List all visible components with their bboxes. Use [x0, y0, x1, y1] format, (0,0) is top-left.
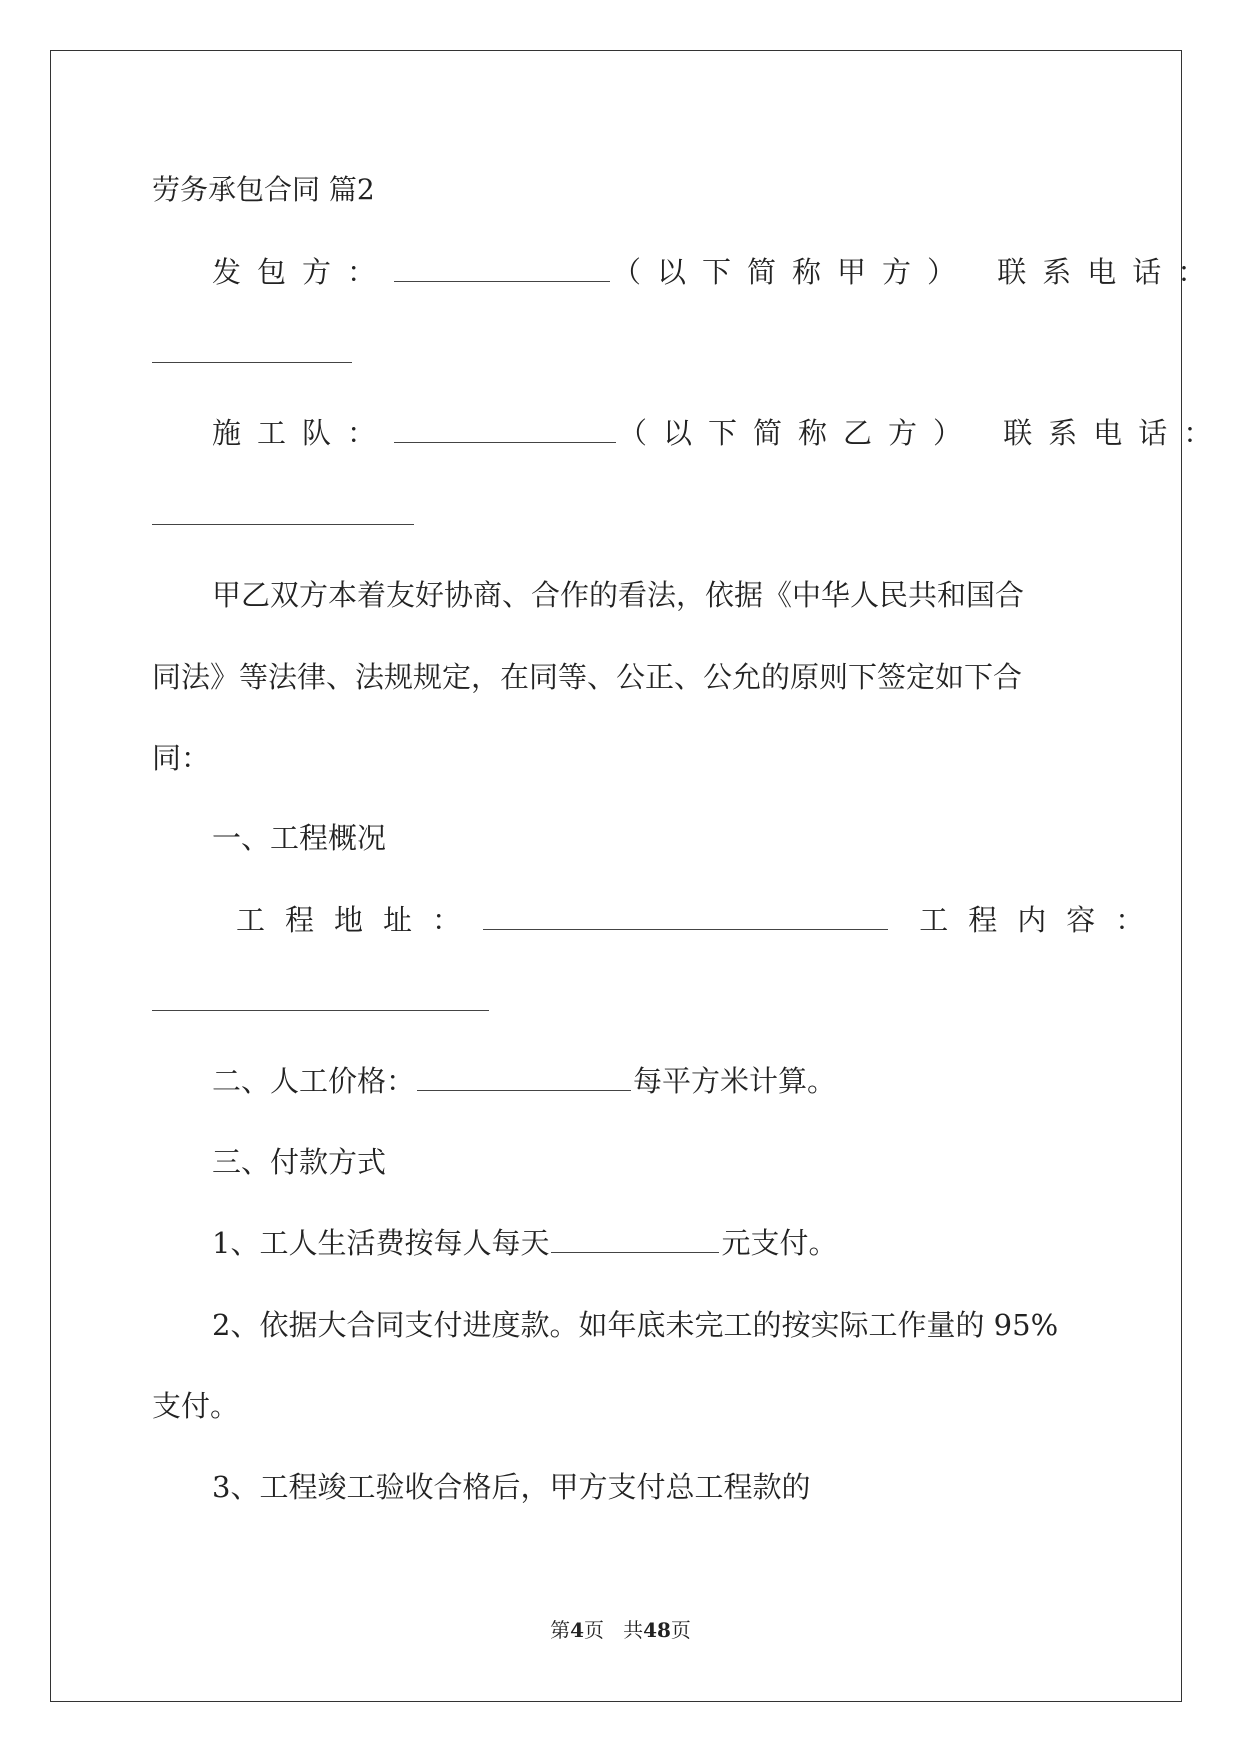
living-allowance-blank	[551, 1252, 719, 1253]
project-content-blank	[152, 1010, 489, 1011]
intro-line-2: 同法》等法律、法规规定，在同等、公正、公允的原则下签定如下合	[152, 660, 1023, 694]
labor-price-blank	[417, 1090, 631, 1091]
party-b-name-blank	[394, 442, 616, 443]
labor-price-prefix: 二、人工价格：	[212, 1064, 416, 1098]
party-b-phone-blank	[152, 524, 414, 525]
project-address-line	[236, 900, 1164, 940]
party-b-line	[212, 413, 1228, 453]
footer-page-number: 4	[570, 1618, 584, 1642]
intro-line-3: 同：	[152, 741, 211, 775]
party-a-phone-blank	[152, 362, 352, 363]
payment-item-2-line-1: 2、依据大合同支付进度款。如年底未完工的按实际工作量的 95%	[212, 1308, 1059, 1342]
payment-item-2-line-2: 支付。	[152, 1389, 240, 1423]
project-address-label: 工程地址：	[236, 903, 482, 937]
payment-item-1	[212, 1223, 837, 1263]
payment-item-1-prefix: 1、工人生活费按每人每天	[212, 1226, 550, 1260]
contract-title: 劳务承包合同 篇2	[152, 173, 375, 206]
section-1-heading: 一、工程概况	[212, 821, 387, 855]
party-a-line	[212, 252, 1222, 292]
party-b-label: 施工队：	[212, 416, 393, 450]
page-border	[50, 50, 1182, 1702]
payment-item-3: 3、工程竣工验收合格后，甲方支付总工程款的	[212, 1470, 811, 1504]
section-3-heading: 三、付款方式	[212, 1145, 387, 1179]
party-a-phone-label: 联系电话：	[997, 255, 1223, 289]
party-a-name-blank	[394, 281, 610, 282]
footer-page-suffix: 页	[670, 1618, 691, 1642]
footer-page-mid: 页 共	[584, 1618, 644, 1642]
labor-price-suffix: 每平方米计算。	[633, 1064, 837, 1098]
party-b-phone-label: 联系电话：	[1003, 416, 1229, 450]
footer-page-prefix: 第	[550, 1618, 571, 1642]
party-a-abbrev: （以下简称甲方）	[612, 255, 973, 289]
party-b-abbrev: （以下简称乙方）	[618, 416, 979, 450]
payment-item-1-suffix: 元支付。	[721, 1226, 838, 1260]
footer-total-pages: 48	[643, 1618, 671, 1642]
intro-line-1: 甲乙双方本着友好协商、合作的看法，依据《中华人民共和国合	[212, 578, 1025, 612]
project-address-blank	[483, 929, 888, 930]
project-content-label: 工程内容：	[919, 903, 1165, 937]
page-footer	[0, 1618, 1241, 1642]
section-2-line	[212, 1061, 836, 1101]
party-a-label: 发包方：	[212, 255, 393, 289]
